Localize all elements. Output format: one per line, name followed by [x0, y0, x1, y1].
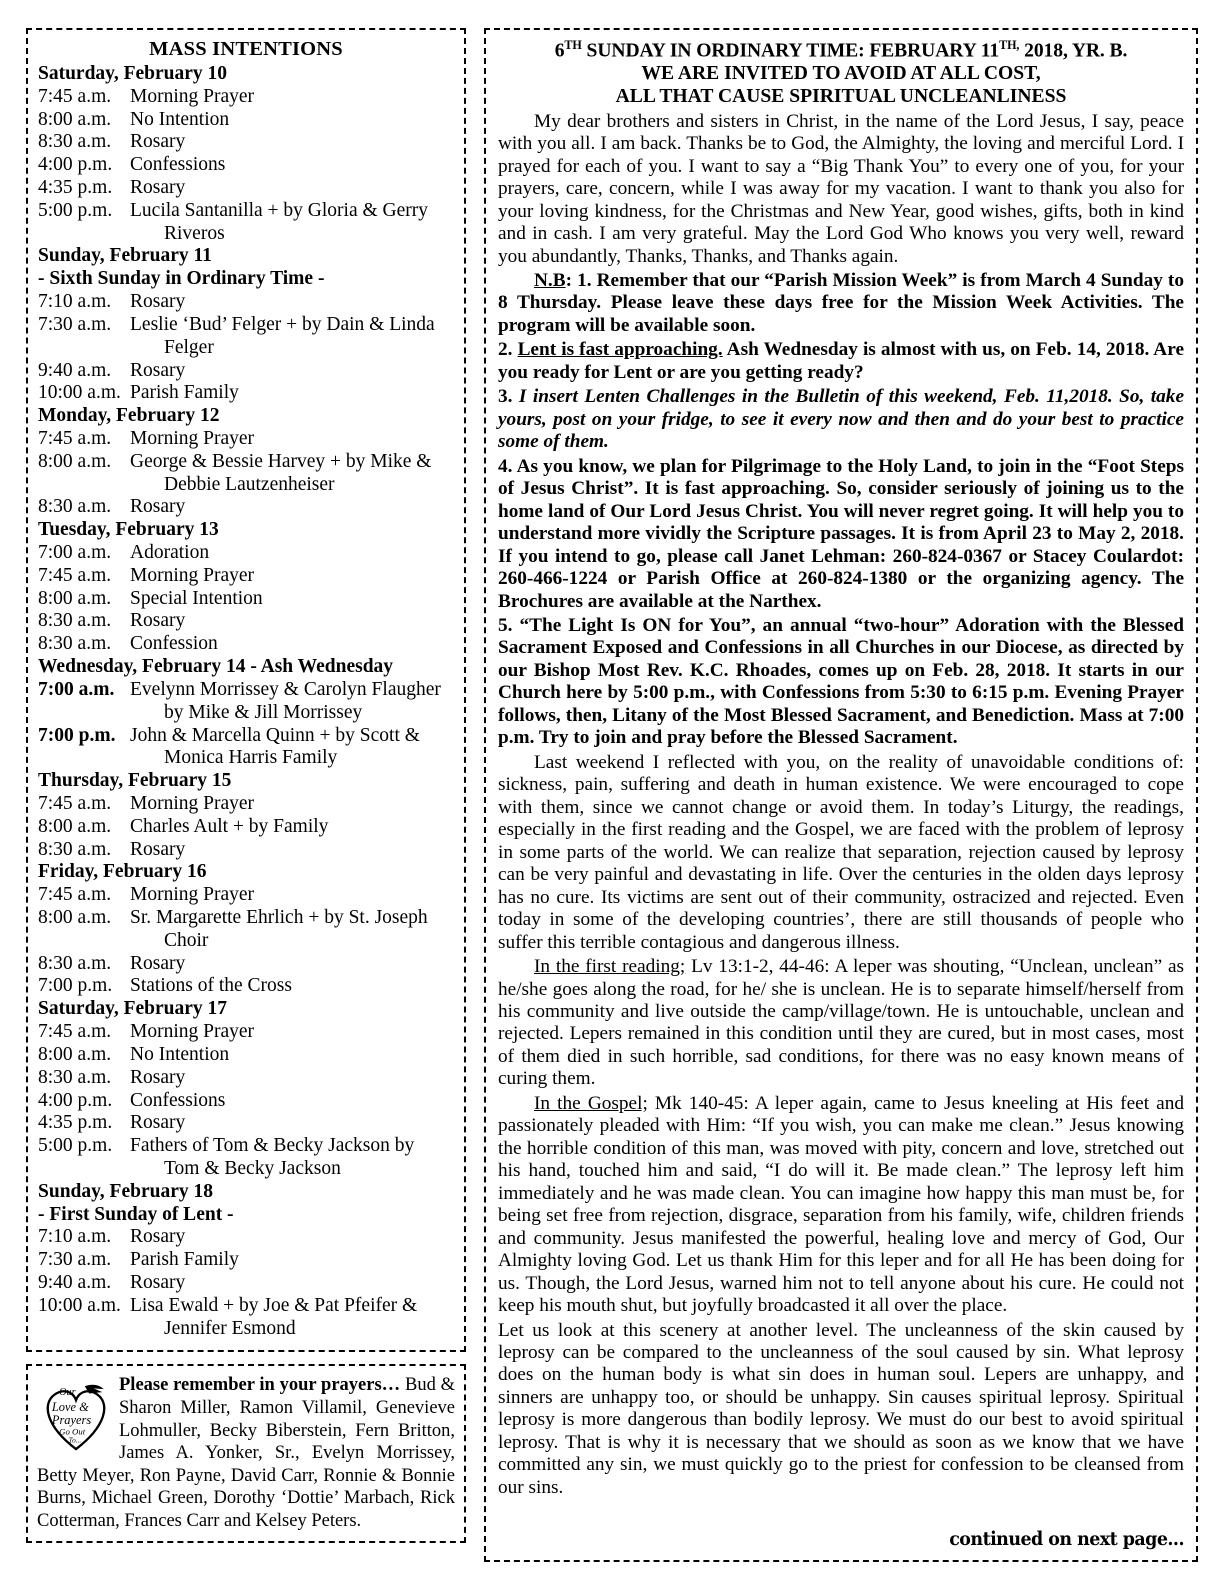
mass-intention-line: Rosary: [130, 1112, 186, 1134]
mass-time: 8:00 a.m.: [38, 450, 112, 472]
mass-time: 4:00 p.m.: [38, 1089, 113, 1111]
mass-time: 7:30 a.m.: [38, 313, 112, 335]
mass-intention-row: [38, 428, 454, 451]
mass-intention-line: John & Marcella Quinn + by Scott &: [130, 724, 420, 746]
paragraph-text: 5. “The Light Is ON for You”, an annual “two-hour” Adoration with the Blessed Sacrament Exposed and Confessions in all Churches in our Diocese, as directed by our Bishop Most Rev. K.C. Rhoades, comes up on Feb. 28, 2018. It starts in our Church here by 5:00 p.m., with Confessions from 5:30 to 6:15 p.m. Evening Prayer follows, then, Litany of the Most Blessed Sacrament, and Benediction. Mass at 7:00 p.m. Try to join and pray before the Blessed Sacrament.: [498, 615, 1184, 749]
mass-intention-line: Morning Prayer: [130, 792, 255, 814]
sunday-title-line-2: WE ARE INVITED TO AVOID AT ALL COST,: [641, 63, 1041, 85]
mass-intention-line: Morning Prayer: [130, 564, 255, 586]
mass-intention-row: [38, 1021, 454, 1044]
mass-day-heading: Tuesday, February 13: [38, 519, 219, 541]
mass-intention-continuation: Riveros: [164, 222, 225, 244]
mass-intention-row: [38, 907, 454, 953]
mass-day-heading: Friday, February 16: [38, 861, 207, 883]
paragraph-text: Mk 140-45: A leper again, came to Jesus kneeling at His feet and passionately pleaded with Him: “If you wish, you can make me clean.” Jesus knowing the horrible condition of this man, was moved with pity, concern and love, stretched out his hand, touched him and said, “I do will it. Be made clean.” The leprosy left him immediately and he was made clean. You can imagine how happy this man must be, for being set free from rejection, disgrace, separation from his family, wife, children friends and community. Jesus manifested the powerful, healing love and mercy of God, Our Almighty loving God. Let us thank Him for this leper and for all He has been doing for us. Though, the Lord Jesus, warned him not to tell anyone about his cure. He could not keep his mouth shut, but joyfully broadcasted it all over the place.: [498, 1092, 1184, 1317]
mass-intention-text: [126, 975, 454, 998]
mass-intention-text: [126, 109, 454, 132]
mass-time: 8:00 a.m.: [38, 108, 112, 130]
mass-intention-continuation: Felger: [164, 336, 214, 358]
mass-intention-text: [126, 679, 454, 725]
mass-intention-line: Lucila Santanilla + by Gloria & Gerry: [130, 199, 428, 221]
mass-time: 7:00 p.m.: [38, 975, 113, 997]
mass-intention-text: [126, 131, 454, 154]
mass-intention-text: [126, 1249, 454, 1272]
mass-intention-continuation: Jennifer Esmond: [164, 1317, 296, 1339]
mass-intention-line: Rosary: [130, 1226, 186, 1248]
mass-time: 7:00 a.m.: [38, 678, 115, 700]
letter-paragraph: [498, 339, 1184, 384]
mass-intention-text: [126, 1226, 454, 1249]
mass-time: 8:30 a.m.: [38, 131, 112, 153]
mass-intention-text: [126, 1135, 454, 1181]
mass-time: 7:45 a.m.: [38, 884, 112, 906]
letter-paragraph: [498, 1093, 1184, 1318]
mass-day-heading: Thursday, February 15: [38, 770, 232, 792]
paragraph-text: : 1. Remember that our “Parish Mission Week” is from March 4 Sunday to 8 Thursday. Please leave these days free for the Mission Week Activities. The program will be available soon.: [498, 269, 1184, 336]
mass-time: 8:30 a.m.: [38, 838, 112, 860]
mass-day-heading: Saturday, February 10: [38, 62, 228, 84]
letter-paragraph: [498, 456, 1184, 613]
mass-time: 7:45 a.m.: [38, 564, 112, 586]
mass-intention-row: [38, 177, 454, 200]
mass-time: 8:00 a.m.: [38, 1043, 112, 1065]
mass-intention-continuation: by Mike & Jill Morrissey: [164, 701, 363, 723]
mass-intention-text: [126, 725, 454, 771]
paragraph-underlined-lead: Lent is fast approaching.: [517, 339, 723, 361]
mass-intention-line: Adoration: [130, 542, 210, 564]
pastor-letter-panel: [484, 28, 1198, 1562]
mass-intention-line: Lisa Ewald + by Joe & Pat Pfeifer &: [130, 1294, 418, 1316]
paragraph-text: My dear brothers and sisters in Christ, in the name of the Lord Jesus, I say, peace with you all. I am back. Thanks be to God, the Almighty, the loving and merciful Lord. I prayed for each of you. I want to say a “Big Thank You” to every one of you, for your prayers, care, concern, while I was away for my vacation. I want to thank you also for your loving kindness, for the Christmas and New Year, good wishes, gifts, both in kind and in cash. I am very grateful. May the Lord God Who knows you very well, reward you abundantly, Thanks, Thanks, and Thanks again.: [498, 110, 1184, 267]
mass-time: 4:35 p.m.: [38, 177, 113, 199]
mass-time: 8:30 a.m.: [38, 952, 112, 974]
paragraph-number: 2.: [498, 339, 518, 361]
mass-intention-text: [126, 839, 454, 862]
mass-intention-line: Rosary: [130, 838, 186, 860]
paragraph-number: 3.: [498, 386, 519, 408]
mass-day-heading: Sunday, February 11: [38, 245, 212, 267]
mass-time: 7:45 a.m.: [38, 792, 112, 814]
svg-text:Love &: Love &: [51, 1400, 89, 1415]
mass-intention-row: [38, 542, 454, 565]
prayer-request-lead: Please remember in your prayers…: [119, 1375, 401, 1396]
mass-intentions-list: [38, 63, 454, 1341]
mass-intention-text: [126, 428, 454, 451]
mass-intention-line: Morning Prayer: [130, 884, 255, 906]
mass-day-heading: Wednesday, February 14 - Ash Wednesday: [38, 656, 394, 678]
letter-paragraph: [498, 111, 1184, 268]
mass-intention-text: [126, 496, 454, 519]
mass-intention-row: [38, 131, 454, 154]
mass-time: 8:30 a.m.: [38, 496, 112, 518]
mass-intention-text: [126, 291, 454, 314]
svg-text:Go Out: Go Out: [59, 1426, 86, 1437]
mass-intention-continuation: Monica Harris Family: [164, 747, 338, 769]
mass-intention-line: Special Intention: [130, 587, 263, 609]
mass-intention-line: Evelynn Morrissey & Carolyn Flaugher: [130, 678, 441, 700]
mass-intention-row: [38, 793, 454, 816]
mass-time: 8:30 a.m.: [38, 610, 112, 632]
mass-time: 7:45 a.m.: [38, 85, 112, 107]
mass-intention-row: [38, 633, 454, 656]
mass-time: 8:00 a.m.: [38, 587, 112, 609]
mass-intention-text: [126, 907, 454, 953]
paragraph-text: Last weekend I reflected with you, on the reality of unavoidable conditions of: sickness, pain, suffering and death in human existence. We were encouraged to cope with them, since we cannot change or avoid them. In today’s Liturgy, the readings, especially in the first reading and the Gospel, we are faced with the problem of leprosy in some parts of the world. We can realize that separation, rejection caused by leprosy can be very painful and devastating in life. Over the centuries in the olden days leprosy has no cure. Its victims are sent out of their community, ostracized and rejected. Even today in some of the developing countries’, there are still thousands of people who suffer this terrible contagious and dangerous illness.: [498, 751, 1184, 953]
mass-time: 4:00 p.m.: [38, 154, 113, 176]
mass-intention-row: [38, 382, 454, 405]
mass-intention-row: [38, 953, 454, 976]
svg-text:To...: To...: [68, 1435, 82, 1445]
mass-intention-row: [38, 451, 454, 497]
mass-intention-line: Morning Prayer: [130, 427, 255, 449]
paragraph-text: I insert Lenten Challenges in the Bulletin of this weekend, Feb. 11,2018. So, take yours, post on your fridge, to see it every now and then and do your best to practice some of them.: [498, 386, 1185, 453]
letter-paragraph: [498, 752, 1184, 954]
mass-time: 4:35 p.m.: [38, 1112, 113, 1134]
mass-intention-text: [126, 884, 454, 907]
mass-intention-continuation: Debbie Lautzenheiser: [164, 473, 335, 495]
title-ordinal-suffix: TH: [564, 38, 582, 52]
mass-intention-line: Rosary: [130, 952, 186, 974]
sunday-title-line-1: [498, 38, 1184, 63]
right-column: [484, 28, 1198, 1562]
mass-intention-text: [126, 1272, 454, 1295]
mass-intention-text: [126, 816, 454, 839]
mass-intention-line: Confessions: [130, 1089, 226, 1111]
mass-intention-text: [126, 610, 454, 633]
mass-intention-line: Rosary: [130, 177, 186, 199]
mass-time: 9:40 a.m.: [38, 1272, 112, 1294]
prayer-request-panel: [26, 1364, 466, 1543]
letter-paragraph: [498, 270, 1184, 337]
mass-intention-row: [38, 1044, 454, 1067]
mass-intention-line: Rosary: [130, 1272, 186, 1294]
paragraph-underlined-lead: In the Gospel;: [534, 1092, 648, 1114]
letter-paragraph: [498, 1320, 1184, 1500]
mass-intention-row: [38, 1067, 454, 1090]
mass-intention-text: [126, 200, 454, 246]
mass-intention-row: [38, 1090, 454, 1113]
mass-time: 8:30 a.m.: [38, 1066, 112, 1088]
svg-text:Our: Our: [59, 1387, 76, 1399]
mass-intention-line: No Intention: [130, 108, 230, 130]
mass-intention-row: [38, 1226, 454, 1249]
title-ordinal-number: 6: [554, 40, 565, 62]
mass-time: 7:10 a.m.: [38, 291, 112, 313]
mass-intention-row: [38, 496, 454, 519]
paragraph-text: 4. As you know, we plan for Pilgrimage to the Holy Land, to join in the “Foot Steps of Jesus Christ”. It is fast approaching. So, consider seriously of joining us to the home land of Our Lord Jesus Christ. You will never regret going. It will help you to understand more vividly the Scripture passages. It is from April 23 to May 2, 2018. If you intend to go, please call Janet Lehman: 260-824-0367 or Stacey Coulardot: 260-466-1224 or Parish Office at 260-824-1380 or the organizing agency. The Brochures are available at the Narthex.: [498, 455, 1184, 612]
mass-intentions-panel: [26, 28, 466, 1352]
mass-intention-row: [38, 1135, 454, 1181]
mass-time: 7:45 a.m.: [38, 1021, 112, 1043]
mass-intention-row: [38, 975, 454, 998]
mass-intention-row: [38, 314, 454, 360]
mass-intention-text: [126, 1112, 454, 1135]
mass-intention-text: [126, 1067, 454, 1090]
mass-intention-line: Confession: [130, 633, 218, 655]
mass-intention-continuation: Tom & Becky Jackson: [164, 1157, 341, 1179]
letter-paragraph: [498, 386, 1184, 453]
mass-intention-text: [126, 542, 454, 565]
mass-intention-line: Leslie ‘Bud’ Felger + by Dain & Linda: [130, 313, 435, 335]
mass-time: 5:00 p.m.: [38, 199, 113, 221]
letter-paragraph: [498, 615, 1184, 750]
mass-intention-line: Fathers of Tom & Becky Jackson by: [130, 1135, 415, 1157]
mass-intention-text: [126, 1295, 454, 1341]
mass-intention-text: [126, 177, 454, 200]
mass-time: 8:00 a.m.: [38, 815, 112, 837]
mass-intention-row: [38, 1249, 454, 1272]
mass-time: 7:10 a.m.: [38, 1226, 112, 1248]
mass-intention-row: [38, 154, 454, 177]
mass-intention-line: Parish Family: [130, 1249, 239, 1271]
mass-intention-line: Sr. Margarette Ehrlich + by St. Joseph: [130, 907, 428, 929]
mass-day-heading: Saturday, February 17: [38, 998, 228, 1020]
mass-intention-row: [38, 291, 454, 314]
mass-intention-line: George & Bessie Harvey + by Mike &: [130, 450, 432, 472]
mass-intention-line: Parish Family: [130, 382, 239, 404]
mass-intention-row: [38, 839, 454, 862]
mass-intention-text: [126, 953, 454, 976]
continued-note: continued on next page...: [949, 1528, 1184, 1550]
svg-text:Prayers: Prayers: [51, 1413, 92, 1428]
mass-time: 7:30 a.m.: [38, 1249, 112, 1271]
mass-intention-line: Rosary: [130, 1066, 186, 1088]
title-year-text: 2018, YR. B.: [1019, 40, 1128, 62]
mass-intention-line: Stations of the Cross: [130, 975, 292, 997]
mass-day-heading: Sunday, February 18: [38, 1180, 213, 1202]
title-date-suffix: TH,: [999, 38, 1020, 52]
paragraph-underlined-lead: N.B: [534, 269, 566, 291]
mass-day-subheading: - Sixth Sunday in Ordinary Time -: [38, 268, 325, 290]
mass-intention-line: Rosary: [130, 291, 186, 313]
mass-time: 10:00 a.m.: [38, 1294, 121, 1316]
mass-intention-text: [126, 86, 454, 109]
mass-intention-row: [38, 725, 454, 771]
mass-day-subheading: - First Sunday of Lent -: [38, 1203, 234, 1225]
mass-day-heading: Monday, February 12: [38, 405, 220, 427]
left-column: [26, 28, 466, 1562]
mass-intention-line: Rosary: [130, 610, 186, 632]
prayer-request-names: Bud & Sharon Miller, Ramon Villamil, Genevieve Lohmuller, Becky Biberstein, Fern Britton, James A. Yonker, Sr., Evelyn Morrissey, Betty Meyer, Ron Payne, David Carr, Ronnie & Bonnie Burns, Michael Green, Dorothy ‘Dottie’ Marbach, Rick Cotterman, Frances Carr and Kelsey Peters.: [37, 1375, 455, 1531]
mass-intention-text: [126, 382, 454, 405]
mass-intention-text: [126, 451, 454, 497]
body-spacer: [498, 1499, 1184, 1518]
mass-intention-line: Rosary: [130, 359, 186, 381]
sunday-title-line-3: ALL THAT CAUSE SPIRITUAL UNCLEANLINESS: [615, 85, 1067, 107]
mass-intention-line: Charles Ault + by Family: [130, 815, 329, 837]
mass-time: 9:40 a.m.: [38, 359, 112, 381]
mass-intention-text: [126, 314, 454, 360]
mass-intention-text: [126, 360, 454, 383]
mass-intention-text: [126, 1044, 454, 1067]
mass-intention-text: [126, 588, 454, 611]
paragraph-text: Let us look at this scenery at another level. The uncleanness of the skin caused by leprosy can be compared to the uncleanness of the soul caused by sin. What leprosy does on the human body is what sin does in human soul. Lepers are unhappy, and sinners are unhappy too, or should be unhappy. Sin causes spiritual leprosy. Spiritual leprosy is more dangerous than bodily leprosy. We must do our best to avoid spiritual leprosy. That is why it is necessary that we should as soon as we know that we have committed any sin, we must quickly go to the priest for confession to be cleansed from our sins.: [498, 1319, 1184, 1498]
mass-intention-text: [126, 1021, 454, 1044]
mass-intention-row: [38, 86, 454, 109]
mass-intention-line: Morning Prayer: [130, 85, 255, 107]
paragraph-underlined-lead: In the first reading;: [534, 956, 686, 978]
mass-intention-line: Morning Prayer: [130, 1021, 255, 1043]
mass-intention-line: No Intention: [130, 1043, 230, 1065]
mass-intention-row: [38, 588, 454, 611]
mass-intention-text: [126, 793, 454, 816]
mass-intention-text: [126, 565, 454, 588]
mass-intention-row: [38, 109, 454, 132]
mass-intention-line: Confessions: [130, 154, 226, 176]
mass-intention-row: [38, 816, 454, 839]
mass-intention-row: [38, 679, 454, 725]
mass-intention-row: [38, 1295, 454, 1341]
mass-intention-text: [126, 1090, 454, 1113]
paragraph-text: Lv 13:1-2, 44-46: A leper was shouting, “Unclean, unclean” as he/she goes along the road, for he/ she is unclean. He is to separate himself/herself from his community and live outside the camp/village/town. He is untouchable, unclean and rejected. Lepers remained in this condition until they are cured, but in most cases, most of them died in such horrible, sad conditions, for there was no easy known means of curing them.: [498, 956, 1185, 1090]
mass-time: 7:00 p.m.: [38, 724, 116, 746]
mass-intention-line: Rosary: [130, 496, 186, 518]
mass-time: 7:00 a.m.: [38, 542, 112, 564]
mass-intention-row: [38, 200, 454, 246]
letter-paragraph: [498, 956, 1184, 1091]
paragraph-text: Ash Wednesday is almost with us, on Feb. 14, 2018. Are you ready for Lent or are you getting ready?: [498, 339, 1184, 383]
mass-intention-row: [38, 1272, 454, 1295]
mass-time: 7:45 a.m.: [38, 427, 112, 449]
mass-intention-row: [38, 1112, 454, 1135]
title-middle-text: SUNDAY IN ORDINARY TIME: FEBRUARY 11: [581, 40, 1000, 62]
mass-intention-row: [38, 360, 454, 383]
mass-intention-line: Rosary: [130, 131, 186, 153]
mass-intention-text: [126, 633, 454, 656]
mass-time: 10:00 a.m.: [38, 382, 121, 404]
mass-intention-row: [38, 565, 454, 588]
mass-intention-text: [126, 154, 454, 177]
mass-time: 8:00 a.m.: [38, 907, 112, 929]
mass-intention-row: [38, 610, 454, 633]
mass-intention-continuation: Choir: [164, 929, 209, 951]
mass-intention-row: [38, 884, 454, 907]
love-and-prayers-heart-icon: [39, 1376, 113, 1452]
mass-time: 5:00 p.m.: [38, 1135, 113, 1157]
pastor-letter-body: [498, 109, 1184, 1500]
mass-intentions-title: MASS INTENTIONS: [149, 38, 343, 60]
mass-time: 8:30 a.m.: [38, 633, 112, 655]
